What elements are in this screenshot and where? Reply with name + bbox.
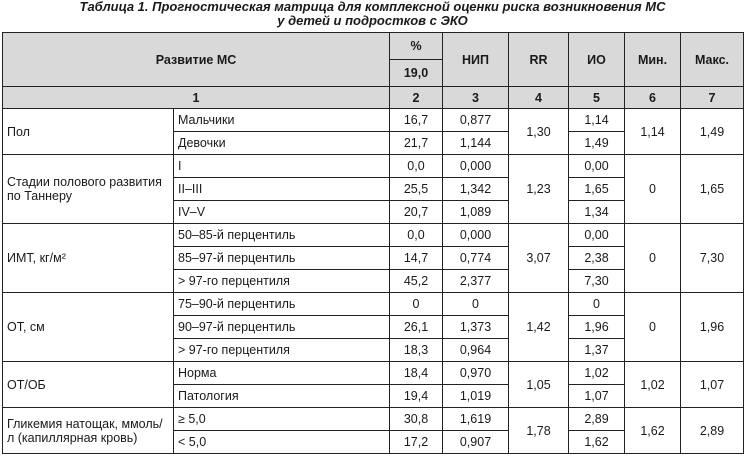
max-cell: 7,30 (681, 224, 744, 293)
io-cell: 0,00 (569, 224, 625, 247)
subgroup-label: > 97-го перцентиля (174, 339, 390, 362)
io-cell: 2,89 (569, 408, 625, 431)
colnum-7: 7 (681, 87, 744, 109)
pct-cell: 0 (390, 293, 443, 316)
min-cell: 1,02 (625, 362, 681, 408)
subgroup-label: Норма (174, 362, 390, 385)
io-cell: 1,49 (569, 132, 625, 155)
pct-cell: 26,1 (390, 316, 443, 339)
group-label: Гликемия натощак, ммоль/л (капиллярная кровь) (3, 408, 174, 454)
table-row (3, 155, 744, 178)
group-label: ИМТ, кг/м² (3, 224, 174, 293)
pct-cell: 0,0 (390, 155, 443, 178)
rr-cell: 1,30 (509, 109, 569, 155)
nip-cell: 0,774 (443, 247, 509, 270)
subgroup-label: < 5,0 (174, 431, 390, 454)
pct-cell: 18,4 (390, 362, 443, 385)
io-cell: 1,62 (569, 431, 625, 454)
pct-cell: 18,3 (390, 339, 443, 362)
nip-cell: 1,619 (443, 408, 509, 431)
io-cell: 2,38 (569, 247, 625, 270)
nip-cell: 2,377 (443, 270, 509, 293)
rr-cell: 1,78 (509, 408, 569, 454)
nip-cell: 0,000 (443, 224, 509, 247)
pct-cell: 30,8 (390, 408, 443, 431)
subgroup-label: 50–85-й перцентиль (174, 224, 390, 247)
header-pct-value: 19,0 (390, 60, 443, 87)
io-cell: 0,00 (569, 155, 625, 178)
rr-cell: 1,23 (509, 155, 569, 224)
subgroup-label: II–III (174, 178, 390, 201)
subgroup-label: 75–90-й перцентиль (174, 293, 390, 316)
subgroup-label: ≥ 5,0 (174, 408, 390, 431)
io-cell: 0 (569, 293, 625, 316)
table-row (3, 109, 744, 132)
table-row (3, 362, 744, 385)
nip-cell: 1,373 (443, 316, 509, 339)
pct-cell: 19,4 (390, 385, 443, 408)
max-cell: 1,65 (681, 155, 744, 224)
nip-cell: 0 (443, 293, 509, 316)
group-label: ОТ, см (3, 293, 174, 362)
subgroup-label: Девочки (174, 132, 390, 155)
max-cell: 1,96 (681, 293, 744, 362)
io-cell: 1,34 (569, 201, 625, 224)
group-label: Пол (3, 109, 174, 155)
colnum-5: 5 (569, 87, 625, 109)
io-cell: 1,14 (569, 109, 625, 132)
subgroup-label: Мальчики (174, 109, 390, 132)
min-cell: 1,62 (625, 408, 681, 454)
subgroup-label: IV–V (174, 201, 390, 224)
header-max: Макс. (681, 33, 744, 87)
header-min: Мин. (625, 33, 681, 87)
io-cell: 1,02 (569, 362, 625, 385)
pct-cell: 17,2 (390, 431, 443, 454)
nip-cell: 0,964 (443, 339, 509, 362)
pct-cell: 20,7 (390, 201, 443, 224)
max-cell: 1,49 (681, 109, 744, 155)
subgroup-label: > 97-го перцентиля (174, 270, 390, 293)
nip-cell: 1,342 (443, 178, 509, 201)
rr-cell: 1,05 (509, 362, 569, 408)
header-pct-label: % (390, 33, 443, 60)
max-cell: 1,07 (681, 362, 744, 408)
subgroup-label: 90–97-й перцентиль (174, 316, 390, 339)
colnum-4: 4 (509, 87, 569, 109)
nip-cell: 0,877 (443, 109, 509, 132)
group-label: Стадии полового развития по Таннеру (3, 155, 174, 224)
header-rr: RR (509, 33, 569, 87)
caption-line-1: Таблица 1. Прогностическая матрица для комплексной оценки риска возникновения МС (79, 0, 666, 14)
pct-cell: 14,7 (390, 247, 443, 270)
nip-cell: 0,907 (443, 431, 509, 454)
table-row (3, 408, 744, 431)
colnum-2: 2 (390, 87, 443, 109)
pct-cell: 0,0 (390, 224, 443, 247)
colnum-3: 3 (443, 87, 509, 109)
header-nip: НИП (443, 33, 509, 87)
header-io: ИО (569, 33, 625, 87)
group-label: ОТ/ОБ (3, 362, 174, 408)
io-cell: 1,65 (569, 178, 625, 201)
caption-line-2: у детей и подростков с ЭКО (277, 13, 468, 28)
colnum-6: 6 (625, 87, 681, 109)
min-cell: 1,14 (625, 109, 681, 155)
nip-cell: 0,000 (443, 155, 509, 178)
nip-cell: 0,970 (443, 362, 509, 385)
min-cell: 0 (625, 293, 681, 362)
nip-cell: 1,019 (443, 385, 509, 408)
nip-cell: 1,144 (443, 132, 509, 155)
subgroup-label: 85–97-й перцентиль (174, 247, 390, 270)
table-caption (0, 0, 745, 28)
pct-cell: 25,5 (390, 178, 443, 201)
pct-cell: 45,2 (390, 270, 443, 293)
io-cell: 1,37 (569, 339, 625, 362)
rr-cell: 1,42 (509, 293, 569, 362)
io-cell: 1,96 (569, 316, 625, 339)
table-row (3, 293, 744, 316)
subgroup-label: Патология (174, 385, 390, 408)
pct-cell: 16,7 (390, 109, 443, 132)
io-cell: 7,30 (569, 270, 625, 293)
min-cell: 0 (625, 155, 681, 224)
rr-cell: 3,07 (509, 224, 569, 293)
min-cell: 0 (625, 224, 681, 293)
io-cell: 1,07 (569, 385, 625, 408)
nip-cell: 1,089 (443, 201, 509, 224)
table-row (3, 224, 744, 247)
subgroup-label: I (174, 155, 390, 178)
header-title: Развитие МС (3, 33, 390, 87)
pct-cell: 21,7 (390, 132, 443, 155)
risk-matrix-table (2, 32, 744, 454)
colnum-1: 1 (3, 87, 390, 109)
max-cell: 2,89 (681, 408, 744, 454)
